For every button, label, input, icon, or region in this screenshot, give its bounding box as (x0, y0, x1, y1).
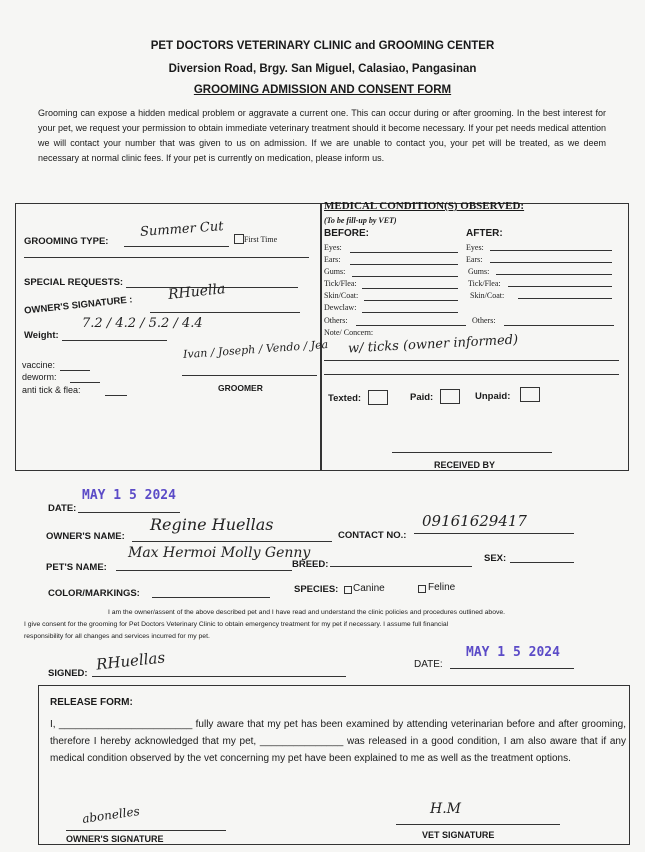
owner-name-value[interactable]: Regine Huellas (150, 515, 274, 534)
before-skin-line (364, 300, 458, 301)
groomer-value[interactable]: Ivan / Joseph / Vendo / Jea (182, 337, 329, 362)
owner-signature-line (150, 312, 300, 313)
before-tick-line (362, 288, 458, 289)
before-dewclaw: Dewclaw: (324, 303, 357, 312)
species-label: SPECIES: (294, 584, 339, 595)
after-eyes: Eyes: (466, 243, 484, 252)
unpaid-checkbox[interactable] (520, 387, 540, 402)
medical-subtitle: (To be fill-up by VET) (324, 216, 397, 225)
after-ears-line (490, 262, 612, 263)
special-requests-label: SPECIAL REQUESTS: (24, 277, 124, 288)
box-divider (320, 203, 322, 471)
after-gums-line (496, 274, 612, 275)
pet-name-line (116, 570, 292, 571)
antitick-label: anti tick & flea: (22, 385, 81, 395)
note-line-1 (324, 360, 619, 361)
grooming-type-line (124, 246, 229, 247)
canine-checkbox[interactable] (344, 586, 352, 594)
signed-value[interactable]: RHuellas (95, 648, 166, 674)
before-ears: Ears: (324, 255, 341, 264)
before-label: BEFORE: (324, 228, 369, 239)
sex-line (510, 562, 574, 563)
date-value[interactable]: MAY 1 5 2024 (82, 488, 176, 503)
consent-line-1: I am the owner/assent of the above described pet and I have read and understand the clinic policies and procedures outlined above. (107, 609, 506, 616)
received-by-line (392, 452, 552, 453)
weight-line (62, 340, 167, 341)
vet-signature-label: VET SIGNATURE (422, 830, 495, 840)
clinic-address: Diversion Road, Brgy. San Miguel, Calasiao, Pangasinan (168, 63, 477, 75)
breed-line (330, 566, 472, 567)
antitick-line (105, 395, 127, 396)
date-label: DATE: (48, 503, 77, 514)
owner-signature-value[interactable]: RHuella (167, 281, 227, 303)
before-skin: Skin/Coat: (324, 291, 359, 300)
unpaid-label: Unpaid: (475, 391, 511, 402)
owner-name-line (132, 541, 332, 542)
owner-release-label: OWNER'S SIGNATURE (66, 834, 164, 844)
after-others-line (504, 325, 614, 326)
vet-signature[interactable]: H.M (430, 801, 461, 817)
consent-line-2: I give consent for the grooming for Pet Doctors Veterinary Clinic to obtain emergency treatment for my pet if necessary. I assume full financial (24, 621, 449, 628)
texted-checkbox[interactable] (368, 390, 388, 405)
before-eyes-line (350, 252, 458, 253)
texted-label: Texted: (328, 393, 362, 404)
pet-name-value[interactable]: Max Hermoi Molly Genny (128, 545, 311, 561)
deworm-label: deworm: (22, 372, 57, 382)
vet-signature-line (396, 824, 560, 825)
breed-label: BREED: (292, 559, 329, 570)
color-label: COLOR/MARKINGS: (48, 588, 140, 599)
before-ears-line (350, 264, 458, 265)
medical-title: MEDICAL CONDITION(S) OBSERVED: (324, 200, 525, 212)
vaccine-line (60, 370, 90, 371)
consent-date-line (450, 668, 574, 669)
vaccine-label: vaccine: (22, 360, 56, 370)
grooming-extra-line (24, 257, 309, 258)
owner-signature-label: OWNER'S SIGNATURE : (23, 294, 133, 317)
first-time-label: First Time (244, 235, 278, 244)
note-label: Note/ Concern: (324, 328, 374, 337)
after-ears: Ears: (466, 255, 483, 264)
deworm-line (70, 382, 100, 383)
release-title: RELEASE FORM: (50, 697, 133, 708)
before-gums: Gums: (324, 267, 346, 276)
before-dewclaw-line (362, 312, 458, 313)
owner-release-signature[interactable]: abonelles (81, 804, 141, 826)
grooming-type-value[interactable]: Summer Cut (139, 219, 224, 240)
date-line (78, 512, 180, 513)
note-value[interactable]: w/ ticks (owner informed) (347, 332, 519, 357)
grooming-type-label: GROOMING TYPE: (24, 236, 109, 247)
color-line (152, 597, 270, 598)
after-tick-line (508, 286, 612, 287)
release-text: I, ________________________ fully aware that my pet has been examined by attending veterinarian before and after grooming, therefore I hereby acknowledged that my pet, _______________ was released in a good condition, I am also aware that if any medical condition observed by the vet concerning my pet have been explained to me as well as the treatment options. (50, 719, 626, 764)
signed-label: SIGNED: (48, 668, 88, 679)
owner-name-label: OWNER'S NAME: (46, 531, 125, 542)
feline-label: Feline (428, 582, 456, 593)
groomer-label: GROOMER (218, 383, 263, 393)
weight-label: Weight: (24, 330, 59, 341)
consent-date-label: DATE: (414, 659, 443, 670)
first-time-checkbox[interactable] (234, 234, 244, 244)
note-line-2 (324, 374, 619, 375)
sex-label: SEX: (484, 553, 507, 564)
pet-name-label: PET'S NAME: (46, 562, 107, 573)
weight-value[interactable]: 7.2 / 4.2 / 5.2 / 4.4 (82, 316, 203, 331)
contact-line (414, 533, 574, 534)
before-others: Others: (324, 316, 348, 325)
after-label: AFTER: (466, 228, 503, 239)
signed-line (92, 676, 346, 677)
received-by-label: RECEIVED BY (434, 460, 496, 470)
after-skin: Skin/Coat: (470, 291, 505, 300)
after-gums: Gums: (468, 267, 490, 276)
after-skin-line (518, 298, 612, 299)
after-eyes-line (490, 250, 612, 251)
after-tick: Tick/Flea: (468, 279, 501, 288)
form-title: GROOMING ADMISSION AND CONSENT FORM (193, 84, 452, 96)
contact-label: CONTACT NO.: (338, 530, 407, 541)
consent-line-3: responsibility for all changes and services incurred for my pet. (24, 633, 210, 640)
before-eyes: Eyes: (324, 243, 342, 252)
contact-value[interactable]: 09161629417 (422, 512, 527, 530)
feline-checkbox[interactable] (418, 585, 426, 593)
canine-label: Canine (353, 583, 385, 594)
groomer-line (182, 375, 317, 376)
paid-checkbox[interactable] (440, 389, 460, 404)
before-tick: Tick/Flea: (324, 279, 357, 288)
intro-paragraph: Grooming can expose a hidden medical problem or aggravate a current one. This can occur during or after grooming. In the best interest for your pet, we request your permission to obtain immediate veterinary treatment should it become necessary. If your pet needs medical attention we will contact your number that was given to us on admission. If we are unable to contact you, your pet will be treated, as we deem necessary at normal clinic fees. If your pet is currently on medication, please inform us. (38, 108, 606, 163)
after-others: Others: (472, 316, 496, 325)
paid-label: Paid: (410, 392, 434, 403)
before-others-line (356, 325, 466, 326)
before-gums-line (352, 276, 458, 277)
clinic-name: PET DOCTORS VETERINARY CLINIC and GROOMING CENTER (150, 40, 495, 52)
owner-release-line (66, 830, 226, 831)
consent-date-value[interactable]: MAY 1 5 2024 (466, 645, 560, 660)
